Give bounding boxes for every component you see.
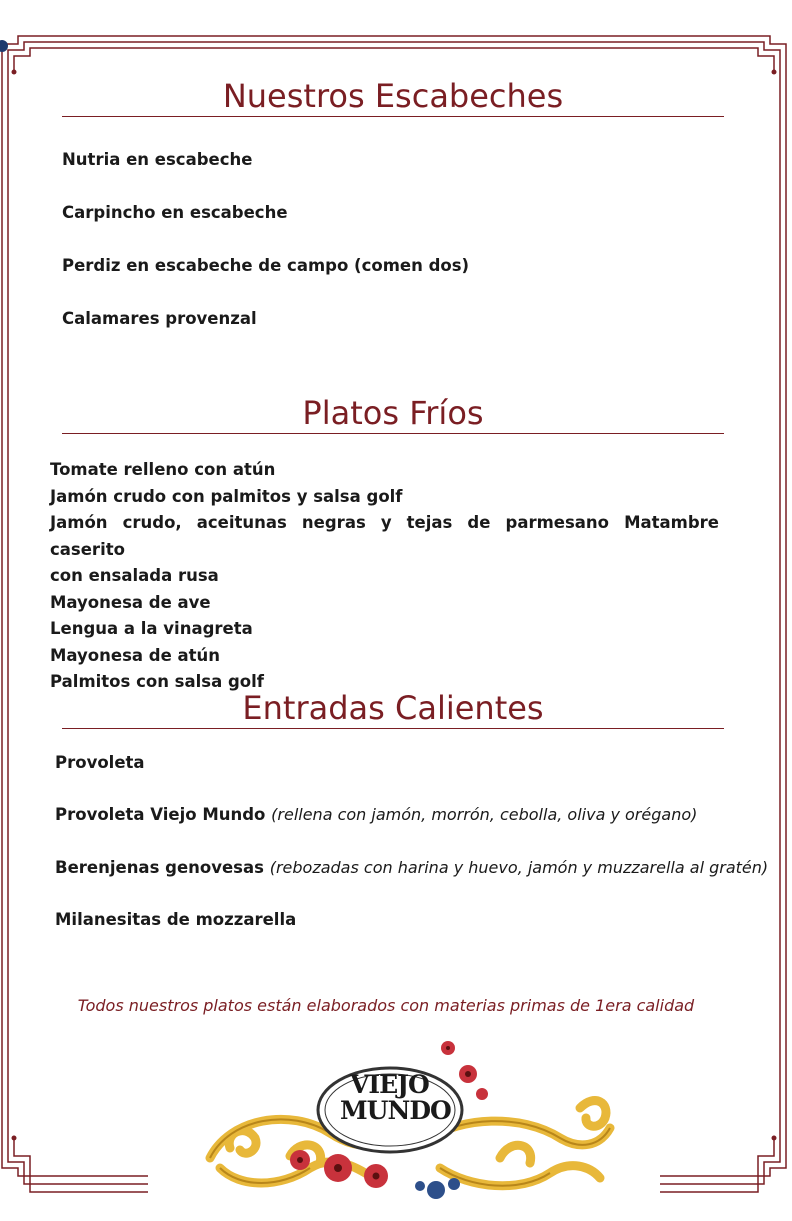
- logo-text-line1: VIEJO: [350, 1070, 429, 1099]
- section-title-escabeches: Nuestros Escabeches: [62, 76, 724, 117]
- menu-item: Carpincho en escabeche: [62, 203, 288, 222]
- menu-item: [55, 753, 145, 773]
- menu-item: Mayonesa de atún: [50, 645, 221, 665]
- menu-item-name: Provoleta Viejo Mundo: [55, 805, 266, 824]
- menu-item: Perdiz en escabeche de campo (comen dos): [62, 256, 470, 275]
- menu-item-name: Milanesitas de mozzarella: [55, 910, 297, 929]
- menu-item: Lengua a la vinagreta: [50, 619, 253, 638]
- section-title-platos-frios: Platos Fríos: [62, 393, 724, 434]
- quality-note: Todos nuestros platos están elaborados con materias primas de 1era calidad: [77, 996, 695, 1015]
- menu-item-description: (rellena con jamón, morrón, cebolla, oliva y orégano): [271, 805, 698, 824]
- blue-beads: [415, 1178, 460, 1199]
- menu-item: [55, 858, 768, 878]
- menu-item: [55, 805, 697, 825]
- menu-item-description: (rebozadas con harina y huevo, jamón y muzzarella al gratén): [269, 858, 769, 877]
- menu-item: Mayonesa de ave: [50, 592, 211, 612]
- menu-item: Jamón crudo, aceitunas negras y tejas de parmesano Matambre caserito: [50, 513, 719, 559]
- menu-item: Tomate relleno con atún: [50, 460, 276, 479]
- menu-item-name: Berenjenas genovesas: [55, 858, 264, 877]
- platos-frios-list: [50, 457, 719, 696]
- menu-item: Calamares provenzal: [62, 309, 257, 328]
- menu-item: Nutria en escabeche: [62, 150, 253, 169]
- menu-item: Palmitos con salsa golf: [50, 672, 264, 691]
- menu-item: con ensalada rusa: [50, 566, 219, 585]
- menu-item-name: Provoleta: [55, 753, 145, 772]
- menu-item: Jamón crudo con palmitos y salsa golf: [50, 486, 403, 506]
- logo-text-line2: MUNDO: [340, 1096, 451, 1125]
- menu-item: [55, 910, 296, 930]
- section-title-entradas-calientes: Entradas Calientes: [62, 688, 724, 729]
